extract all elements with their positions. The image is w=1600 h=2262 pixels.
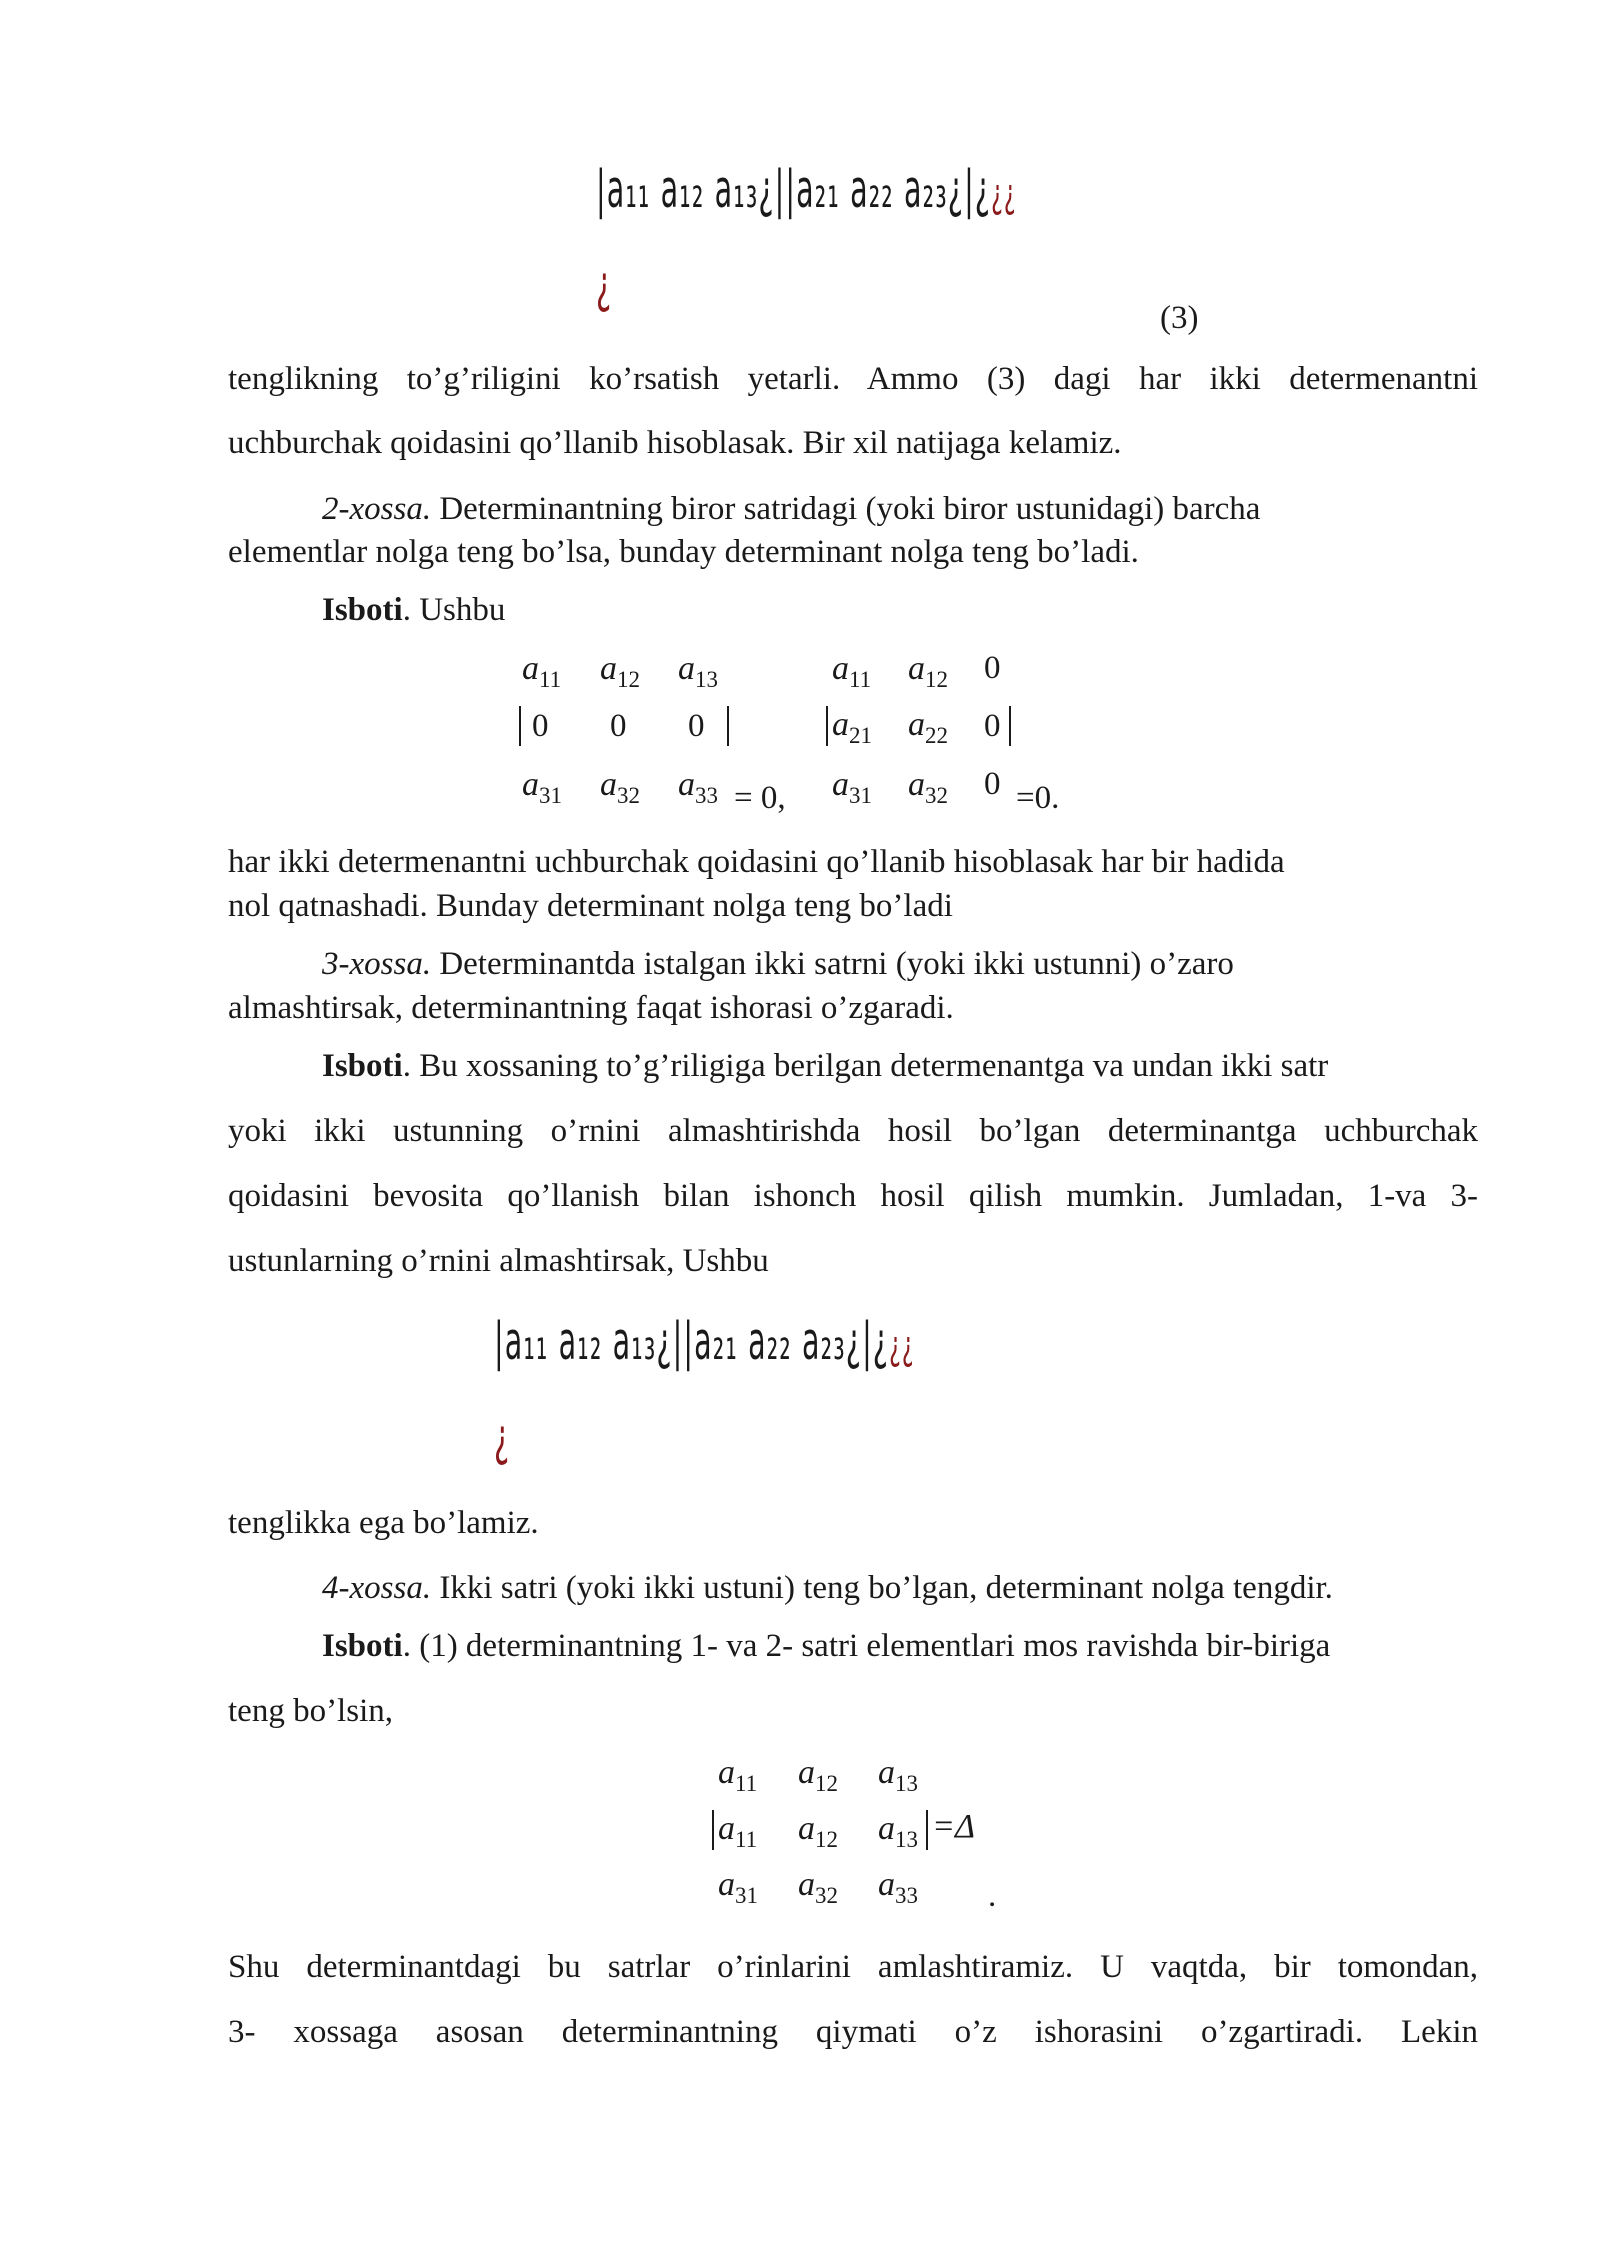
paragraph-line: ustunlarning o’rnini almashtirsak, Ushbu [228,1243,769,1279]
property-title: 2-xossa. [322,491,432,527]
proof-label: Isboti [322,1628,403,1664]
proof-label: Isboti [322,592,403,628]
proof-3 [322,1044,1328,1088]
proof-text: . Ushbu [402,592,506,628]
formula-3-under: ¿ [596,255,613,315]
equation-number: (3) [1160,300,1199,336]
paragraph-line: qoidasini bevosita qo’llanish bilan ishonch hosil qilish mumkin. Jumladan, 1-va 3- [228,1178,1478,1214]
formula-3-main: |a₁₁ a₁₂ a₁₃¿||a₂₁ a₂₂ a₂₃¿|¿ [596,160,992,220]
paragraph-line: tenglikning to’g’riligini ko’rsatish yetarli. Ammo (3) dagi har ikki determenantni [228,361,1478,397]
matrix-a-cell: 0 [688,708,705,744]
matrix-b-equals: =0. [1016,780,1060,816]
proof-text: . Bu xossaning to’g’riligiga berilgan determenantga va undan ikki satr [402,1048,1329,1084]
proof-4 [322,1624,1330,1668]
proof-label: Isboti [322,1048,403,1084]
property-text: Determinantning biror satridagi (yoki biror ustunidagi) barcha [431,491,1261,527]
property-4 [322,1566,1333,1610]
paragraph-line: elementlar nolga teng bo’lsa, bunday determinant nolga teng bo’ladi. [228,534,1139,570]
matrix-b-right-bar [1009,706,1011,746]
matrix-b-left-bar [826,706,828,746]
paragraph-line: tenglikka ega bo’lamiz. [228,1505,539,1541]
formula-4-trail: ¿¿ [889,1323,915,1369]
property-3 [322,942,1234,986]
property-text: Determinantda istalgan ikki satrni (yoki ikki ustunni) o’zaro [431,946,1234,982]
proof-2 [322,588,505,632]
proof-text: . (1) determinantning 1- va 2- satri elementlari mos ravishda bir-biriga [402,1628,1331,1664]
paragraph-line: teng bo’lsin, [228,1693,393,1729]
matrix-c-dot: . [988,1878,997,1914]
matrix-a-equals: = 0, [734,780,786,816]
matrix-a-cell: 0 [532,708,549,744]
matrix-a-right-bar [727,706,729,746]
matrix-c-delta: =Δ [932,1808,975,1845]
matrix-c-left-bar [712,1810,714,1850]
paragraph-line: yoki ikki ustunning o’rnini almashtirishda hosil bo’lgan determinantga uchburchak [228,1113,1478,1149]
matrix-a-left-bar [519,706,521,746]
formula-4-under: ¿ [494,1408,511,1468]
formula-3-trail: ¿¿ [991,171,1017,217]
paragraph-line: har ikki determenantni uchburchak qoidasini qo’llanib hisoblasak har bir hadida [228,844,1285,880]
paragraph-line: nol qatnashadi. Bunday determinant nolga teng bo’ladi [228,888,953,924]
paragraph-line: almashtirsak, determinantning faqat ishorasi o’zgaradi. [228,990,954,1026]
property-2 [322,487,1260,531]
formula-4-main: |a₁₁ a₁₂ a₁₃¿||a₂₁ a₂₂ a₂₃¿|¿ [494,1312,890,1372]
paragraph-line: uchburchak qoidasini qo’llanib hisoblasak. Bir xil natijaga kelamiz. [228,425,1122,461]
formula-4 [494,1312,915,1372]
paragraph-line: 3- xossaga asosan determinantning qiymati o’z ishorasini o’zgartiradi. Lekin [228,2014,1478,2050]
matrix-c-right-bar [926,1810,928,1850]
formula-3 [596,160,1017,220]
property-title: 3-xossa. [322,946,432,982]
property-title: 4-xossa. [322,1570,432,1606]
paragraph-line: Shu determinantdagi bu satrlar o’rinlarini amlashtiramiz. U vaqtda, bir tomondan, [228,1949,1478,1985]
property-text: Ikki satri (yoki ikki ustuni) teng bo’lgan, determinant nolga tengdir. [431,1570,1333,1606]
matrix-a-cell: 0 [610,708,627,744]
